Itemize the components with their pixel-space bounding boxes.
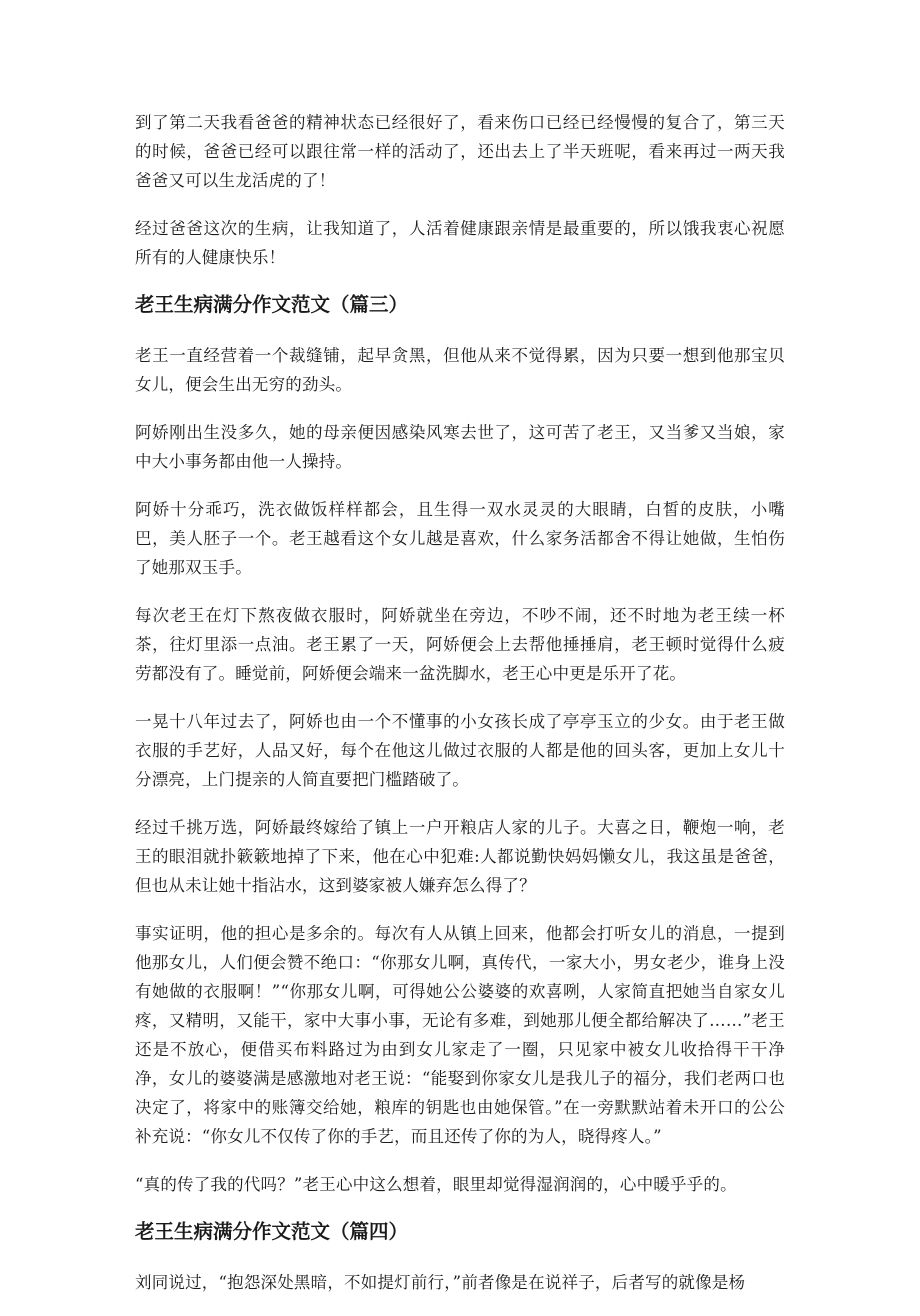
document-page <box>135 108 785 1316</box>
heading-essay-3: 老王生病满分作文范文（篇三） <box>135 293 409 316</box>
paragraph-warm-heart: “真的传了我的代吗？”老王心中这么想着，眼里却觉得湿润润的，心中暖乎乎的。 <box>135 1175 737 1194</box>
paragraph-ajiao-clever: 阿娇十分乖巧，洗衣做饭样样都会，且生得一双水灵灵的大眼睛，白皙的皮肤，小嘴巴，美人胚子一个。老王越看这个女儿越是喜欢，什么家务活都舍不得让她做，生怕伤了她那双玉手。 <box>135 500 785 577</box>
paragraph-night-work: 每次老王在灯下熬夜做衣服时，阿娇就坐在旁边，不吵不闹，还不时地为老王续一杯茶，往灯里添一点油。老王累了一天，阿娇便会上去帮他捶捶肩，老王顿时觉得什么疲劳都没有了。睡觉前，阿娇便会端来一盆洗脚水，老王心中更是乐开了花。 <box>135 606 785 683</box>
paragraph-wedding: 经过千挑万选，阿娇最终嫁给了镇上一户开粮店人家的儿子。大喜之日，鞭炮一响，老王的眼泪就扑簌簌地掉了下来，他在心中犯难:人都说勤快妈妈懒女儿，我这虽是爸爸，但也从未让她十指沾水，这到婆家被人嫌弃怎么得了？ <box>135 818 785 895</box>
paragraph-mother-died: 阿娇刚出生没多久，她的母亲便因感染风寒去世了，这可苦了老王，又当爹又当娘，家中大小事务都由他一人操持。 <box>135 423 785 471</box>
paragraph-tailor-shop: 老王一直经营着一个裁缝铺，起早贪黑，但他从来不觉得累，因为只要一想到他那宝贝女儿，便会生出无穷的劲头。 <box>135 346 785 394</box>
heading-essay-4: 老王生病满分作文范文（篇四） <box>135 1220 409 1243</box>
paragraph-recovery: 到了第二天我看爸爸的精神状态已经很好了，看来伤口已经已经慢慢的复合了，第三天的时候，爸爸已经可以跟往常一样的活动了，还出去上了半天班呢，看来再过一两天我爸爸又可以生龙活虎的了！ <box>135 113 785 190</box>
paragraph-liu-tong-quote: 刘同说过，“抱怨深处黑暗，不如提灯前行，”前者像是在说祥子，后者写的就像是杨 <box>135 1273 746 1292</box>
paragraph-health-wish: 经过爸爸这次的生病，让我知道了，人活着健康跟亲情是最重要的，所以饿我衷心祝愿所有的人健康快乐！ <box>135 219 785 267</box>
paragraph-eighteen-years: 一晃十八年过去了，阿娇也由一个不懂事的小女孩长成了亭亭玉立的少女。由于老王做衣服的手艺好，人品又好，每个在他这儿做过衣服的人都是他的回头客，更加上女儿十分漂亮，上门提亲的人简直要把门槛踏破了。 <box>135 712 785 789</box>
paragraph-praise: 事实证明，他的担心是多余的。每次有人从镇上回来，他都会打听女儿的消息，一提到他那女儿，人们便会赞不绝口：“你那女儿啊，真传代，一家大小，男女老少，谁身上没有她做的衣服啊！”“你那女儿啊，可得她公公婆婆的欢喜咧，人家简直把她当自家女儿疼，又精明，又能干，家中大事小事，无论有多难，到她那儿便全都给解决了……”老王还是不放心，便借买布料路过为由到女儿家走了一圈，只见家中被女儿收拾得干干净净，女儿的婆婆满是感激地对老王说：“能娶到你家女儿是我儿子的福分，我们老两口也决定了，将家中的账簿交给她，粮库的钥匙也由她保管。”在一旁默默站着未开口的公公补充说：“你女儿不仅传了你的手艺，而且还传了你的为人，晓得疼人。” <box>135 924 785 1146</box>
